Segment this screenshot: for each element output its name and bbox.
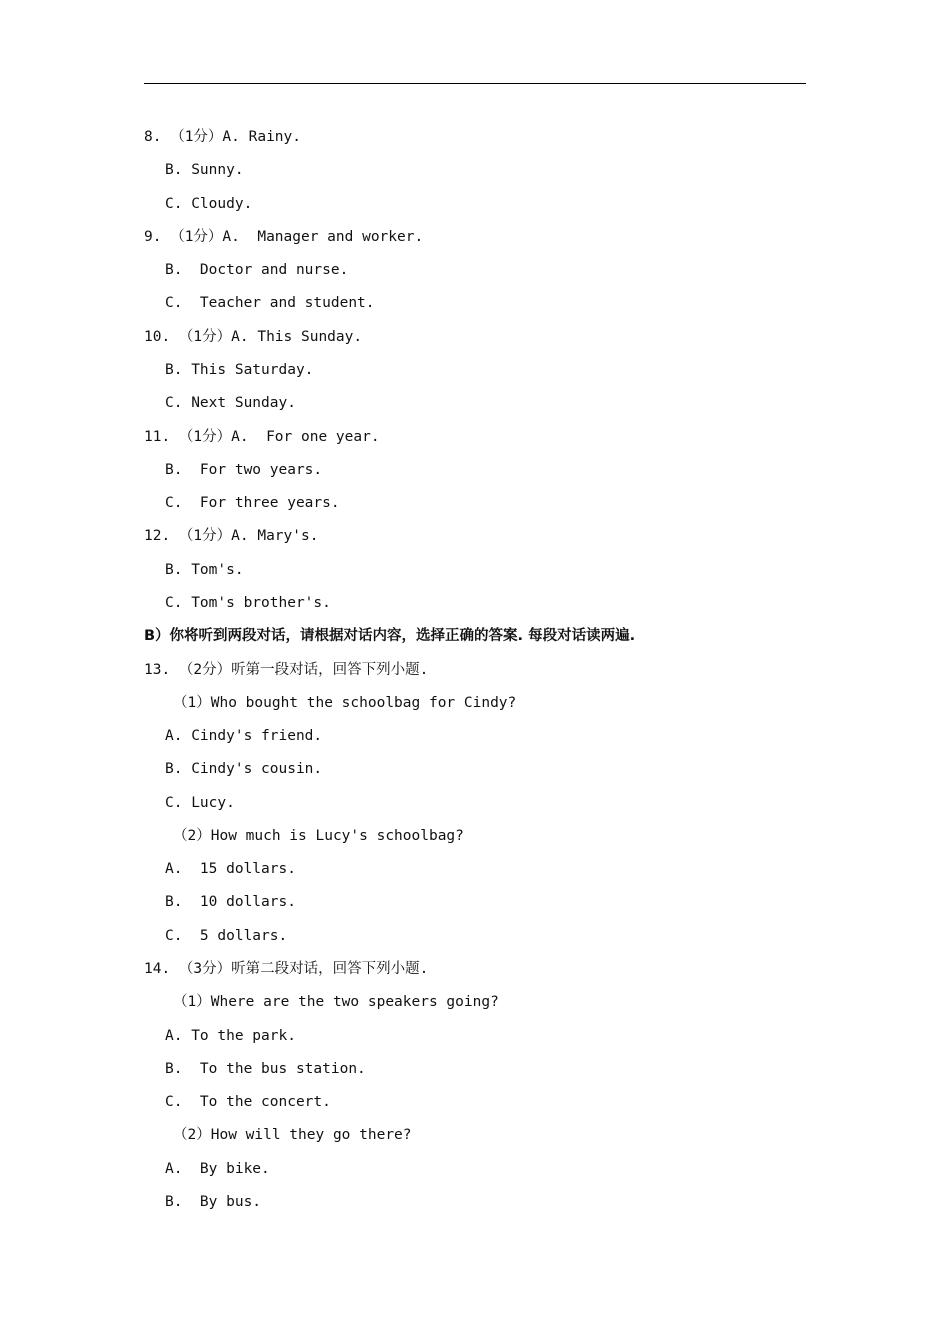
answer-option: C. Teacher and student. [165,295,375,312]
answer-option: B. For two years. [165,461,323,478]
sub-question: （1）Where are the two speakers going? [173,994,499,1011]
answer-option: B. This Saturday. [165,362,314,378]
question-line: 14. （3分）听第二段对话，回答下列小题. [144,961,429,977]
section-heading: B）你将听到两段对话，请根据对话内容，选择正确的答案. 每段对话读两遍. [144,628,636,645]
question-line: 13. （2分）听第一段对话，回答下列小题. [144,661,429,678]
answer-option: C. 5 dollars. [165,927,288,944]
answer-option: C. For three years. [165,495,340,512]
sub-question: （2）How much is Lucy's schoolbag? [173,827,464,844]
answer-option: A. 15 dollars. [165,861,296,878]
answer-option: B. To the bus station. [165,1060,366,1077]
answer-option: A. By bike. [165,1160,270,1177]
answer-option: A. Cindy's friend. [165,728,323,744]
question-line: 9. （1分）A. Manager and worker. [144,228,424,245]
question-line: 12. （1分）A. Mary's. [144,528,319,545]
answer-option: C. Tom's brother's. [165,594,331,611]
answer-option: C. Cloudy. [165,195,253,212]
answer-option: B. Doctor and nurse. [165,262,349,279]
sub-question: （2）How will they go there? [173,1127,412,1144]
answer-option: B. Sunny. [165,162,244,179]
answer-option: B. Cindy's cousin. [165,761,323,778]
answer-option: C. To the concert. [165,1094,331,1111]
answer-option: A. To the park. [165,1027,296,1044]
answer-option: B. 10 dollars. [165,894,296,911]
answer-option: B. By bus. [165,1194,262,1210]
answer-option: C. Next Sunday. [165,395,296,412]
question-line: 10. （1分）A. This Sunday. [144,328,363,345]
question-line: 11. （1分）A. For one year. [144,428,380,445]
question-line: 8. （1分）A. Rainy. [144,129,301,145]
answer-option: B. Tom's. [165,561,244,578]
sub-question: （1）Who bought the schoolbag for Cindy? [173,694,517,711]
answer-option: C. Lucy. [165,794,235,811]
header-rule [144,83,806,84]
